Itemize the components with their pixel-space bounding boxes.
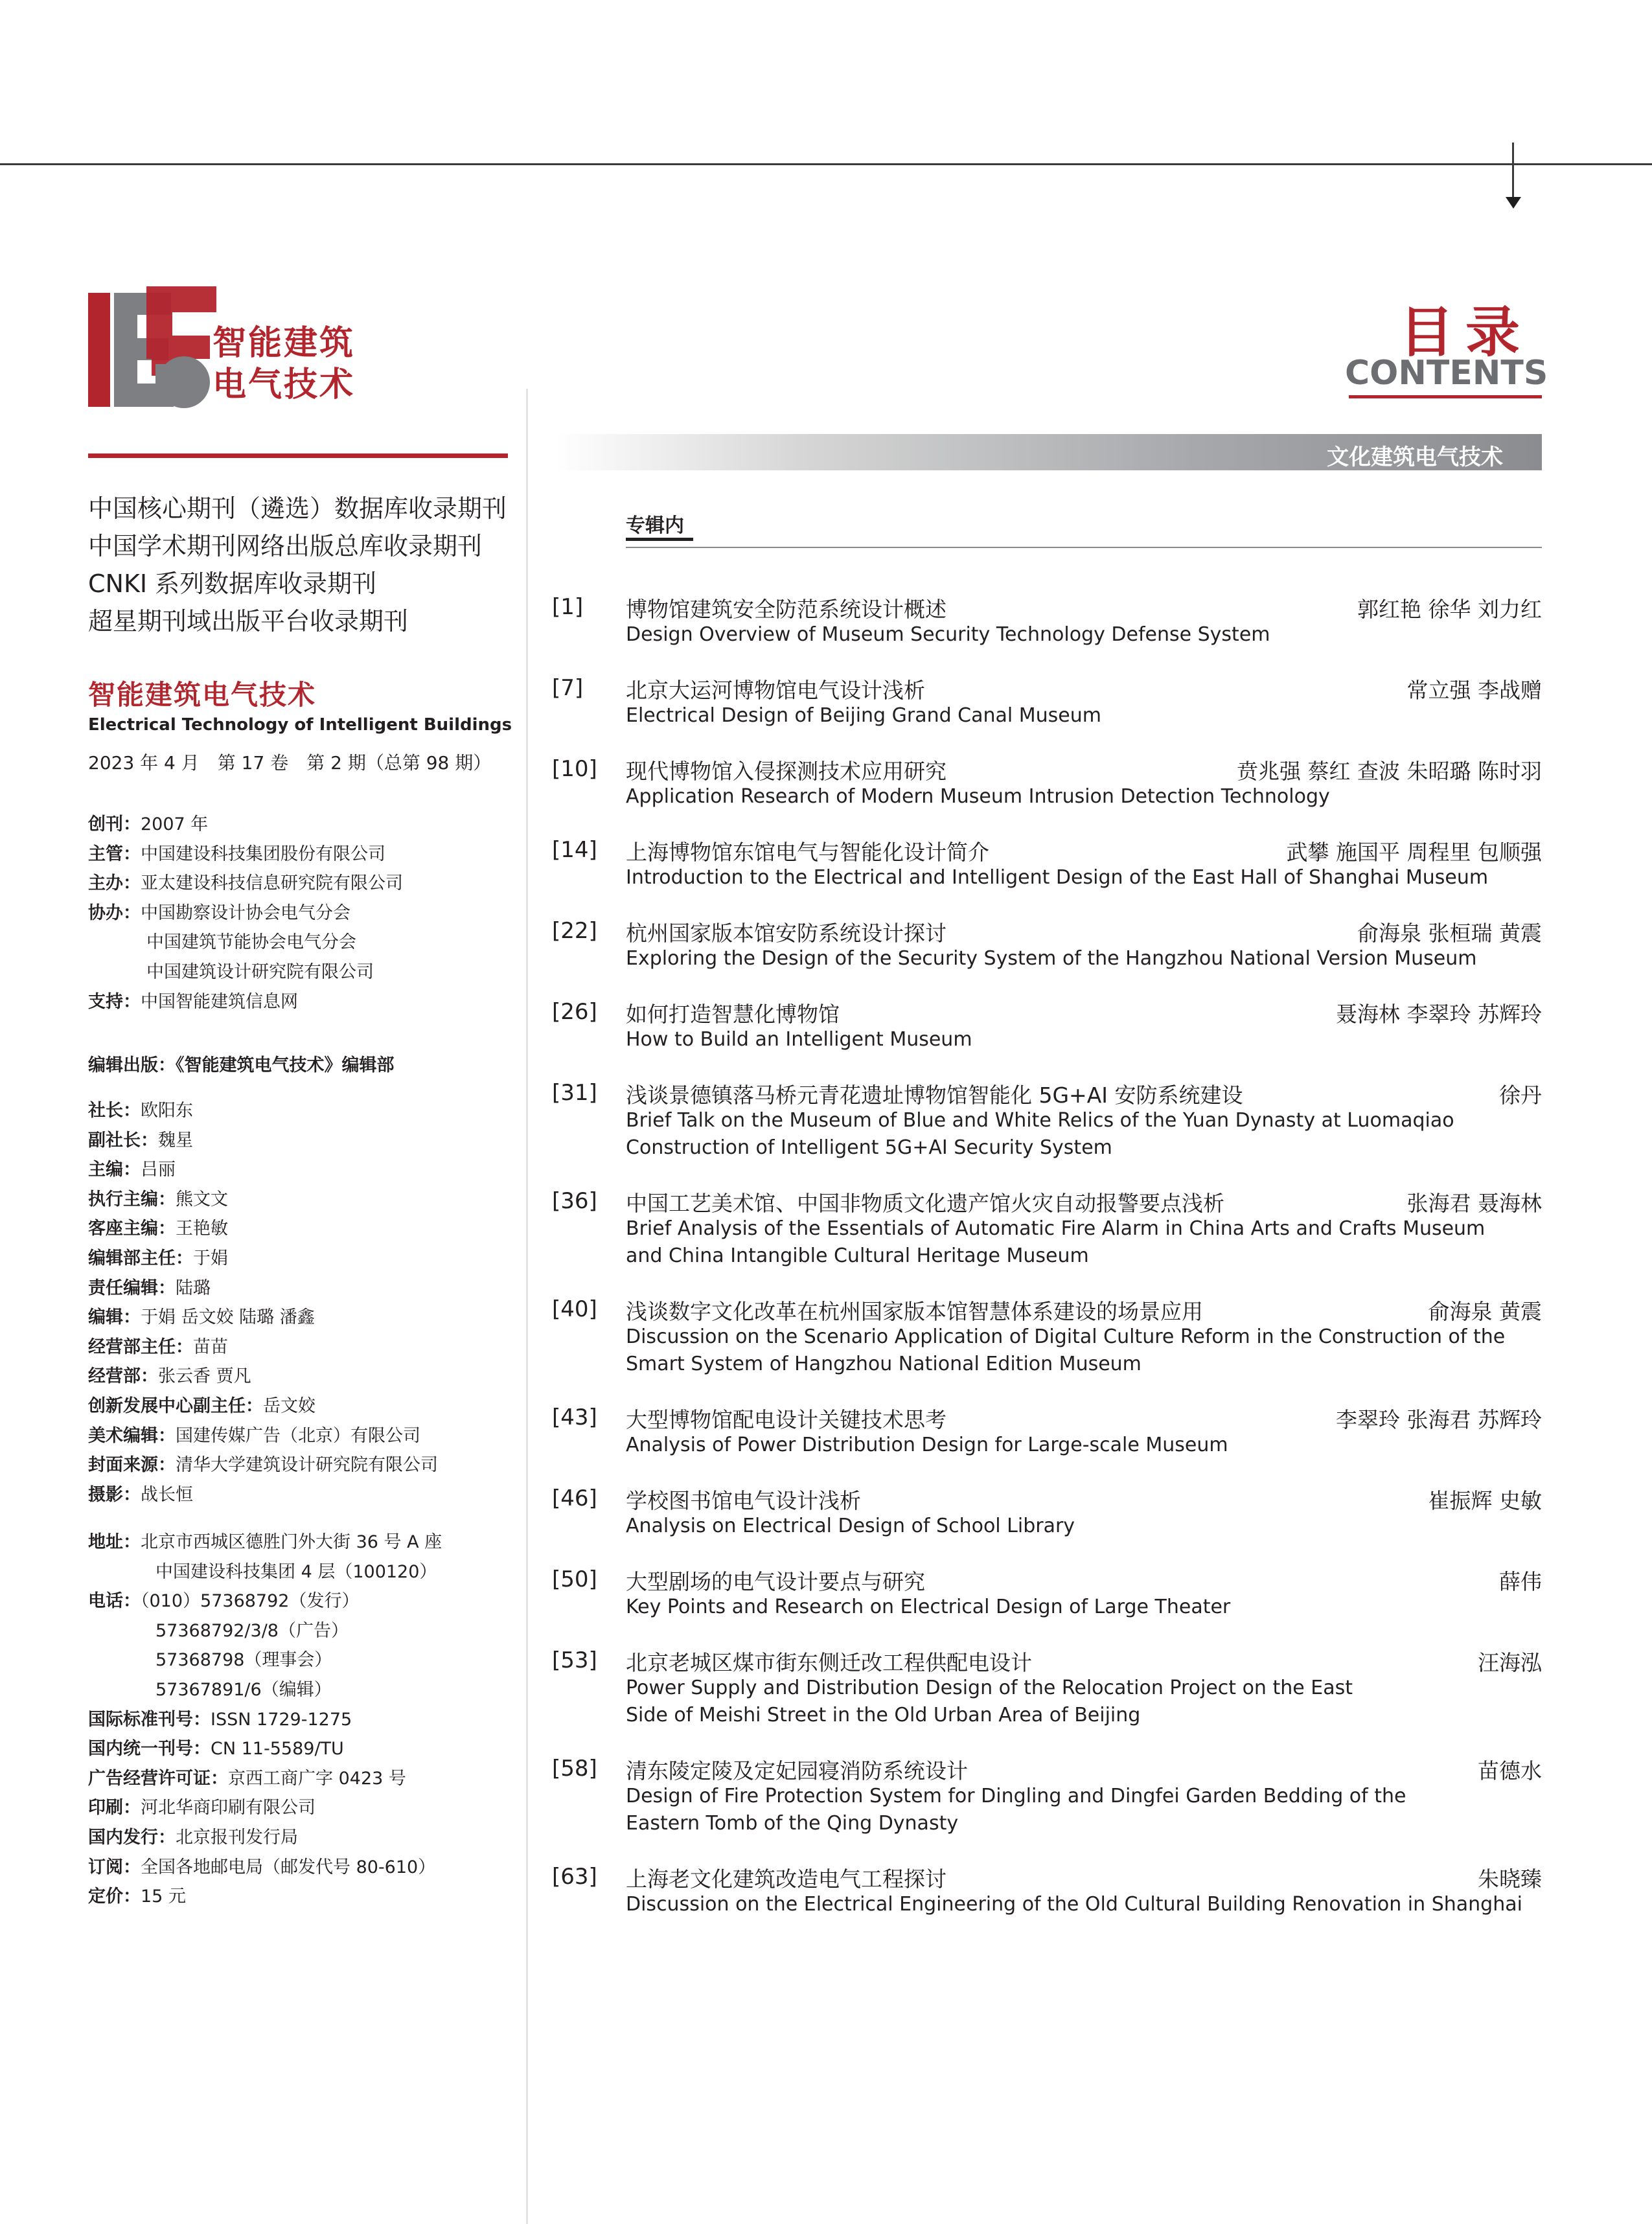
org-row: [88, 869, 403, 899]
staff-row-label: 经营部：: [88, 1366, 158, 1387]
toc-authors: 张海君 聂海林: [1406, 1191, 1542, 1216]
staff-row: [88, 1185, 438, 1215]
journal-name-cn: 智能建筑电气技术: [88, 679, 317, 711]
staff-row-label: 副社长：: [88, 1130, 158, 1151]
staff-row: [88, 1450, 438, 1480]
staff-row-label: 客座主编：: [88, 1219, 176, 1239]
org-row: [88, 928, 403, 957]
org-row-value: 中国建筑设计研究院有限公司: [146, 961, 374, 982]
indexing-item: 超星期刊域出版平台收录期刊: [88, 607, 409, 636]
contact-row-value: 57367891/6（编辑）: [155, 1679, 332, 1700]
contact-row-label: 国内统一刊号：: [88, 1739, 211, 1760]
contact-row: [88, 1853, 442, 1883]
indexing-item: 中国核心期刊（遴选）数据库收录期刊: [88, 494, 507, 523]
contact-row-value: 57368798（理事会）: [155, 1650, 332, 1671]
staff-row: [88, 1126, 438, 1156]
contact-row-value: 中国建设科技集团 4 层（100120）: [155, 1561, 437, 1582]
contact-row-label: 定价：: [88, 1886, 141, 1907]
org-row: [88, 987, 403, 1017]
contact-row-label: 广告经营许可证：: [88, 1768, 228, 1789]
contact-row: [88, 1764, 442, 1794]
toc-title-en-line: How to Build an Intelligent Museum: [626, 1028, 972, 1051]
top-rule: [0, 163, 1652, 165]
staff-row-value: 魏星: [158, 1130, 193, 1151]
subsection-underline: [626, 538, 693, 541]
staff-row: [88, 1303, 438, 1333]
toc-page-number: [10]: [552, 756, 597, 782]
toc-title-en-line: Discussion on the Electrical Engineering of the Old Cultural Building Renovation in Shanghai: [626, 1893, 1522, 1916]
section-title: 文化建筑电气技术: [1327, 444, 1503, 470]
staff-row: [88, 1421, 438, 1451]
staff-row-value: 国建传媒广告（北京）有限公司: [176, 1425, 420, 1446]
toc-authors: 俞海泉 黄震: [1428, 1299, 1542, 1324]
contact-row-value: 15 元: [141, 1886, 186, 1907]
section-bar: [555, 434, 1542, 470]
toc-title-en-line: Eastern Tomb of the Qing Dynasty: [626, 1812, 959, 1835]
column-divider: [526, 389, 528, 2224]
toc-page-number: [43]: [552, 1404, 597, 1430]
toc-title-cn[interactable]: 大型博物馆配电设计关键技术思考: [626, 1407, 946, 1432]
contact-row-value: 北京市西城区德胜门外大街 36 号 A 座: [141, 1532, 442, 1552]
staff-row-label: 经营部主任：: [88, 1336, 193, 1357]
toc-title-en-line: Smart System of Hangzhou National Edition Museum: [626, 1353, 1141, 1375]
toc-title-en: [626, 1107, 1454, 1162]
staff-row-value: 吕丽: [141, 1160, 176, 1180]
toc-title-en: [626, 1432, 1228, 1459]
contact-row: [88, 1587, 442, 1616]
staff-row-label: 执行主编：: [88, 1189, 176, 1209]
staff-row-value: 熊文文: [176, 1189, 228, 1209]
editorial-label: 编辑出版：《智能建筑电气技术》编辑部: [88, 1055, 395, 1075]
toc-title-cn[interactable]: 上海老文化建筑改造电气工程探讨: [626, 1866, 946, 1892]
toc-title-cn[interactable]: 博物馆建筑安全防范系统设计概述: [626, 597, 946, 622]
journal-name-en: Electrical Technology of Intelligent Buildings: [88, 715, 512, 735]
contact-row: [88, 1675, 442, 1705]
toc-title-en-line: Brief Analysis of the Essentials of Automatic Fire Alarm in China Arts and Crafts Museum: [626, 1217, 1486, 1240]
staff-row-value: 清华大学建筑设计研究院有限公司: [176, 1455, 438, 1476]
staff-row-value: 王艳敏: [176, 1219, 228, 1239]
contact-row-value: （010）57368792（发行）: [141, 1591, 360, 1612]
staff-row-value: 陆璐: [176, 1278, 211, 1298]
toc-page-number: [40]: [552, 1296, 597, 1322]
contact-info: [88, 1528, 442, 1912]
org-row: [88, 840, 403, 869]
staff-row: [88, 1333, 438, 1362]
toc-authors: 徐丹: [1499, 1083, 1542, 1108]
org-row-value: 2007 年: [141, 814, 209, 834]
org-row: [88, 810, 403, 840]
toc-title-en-line: Design Overview of Museum Security Technology Defense System: [626, 623, 1270, 646]
toc-title-cn[interactable]: 学校图书馆电气设计浅析: [626, 1488, 861, 1513]
toc-title-cn[interactable]: 浅谈景德镇落马桥元青花遗址博物馆智能化 5G+AI 安防系统建设: [626, 1083, 1243, 1108]
staff-info: [88, 1096, 438, 1509]
toc-authors: 聂海林 李翠玲 苏辉玲: [1336, 1002, 1542, 1027]
toc-page-number: [50]: [552, 1566, 597, 1592]
staff-row: [88, 1214, 438, 1244]
toc-authors: 朱晓臻: [1478, 1866, 1542, 1892]
contact-row-value: 河北华商印刷有限公司: [141, 1798, 315, 1818]
staff-row-label: 编辑部主任：: [88, 1248, 193, 1268]
toc-title-en-line: Side of Meishi Street in the Old Urban Area of Beijing: [626, 1704, 1141, 1726]
toc-authors: 俞海泉 张桓瑞 黄震: [1357, 921, 1542, 946]
staff-row: [88, 1155, 438, 1185]
toc-authors: 郭红艳 徐华 刘力红: [1357, 597, 1542, 622]
org-row-label: 创刊：: [88, 814, 141, 834]
toc-title-cn[interactable]: 北京老城区煤市街东侧迁改工程供配电设计: [626, 1650, 1032, 1675]
staff-row-label: 编辑：: [88, 1307, 141, 1328]
toc-page-number: [53]: [552, 1647, 597, 1673]
logo-text-line1: 智能建筑: [212, 324, 356, 363]
toc-title-en-line: Introduction to the Electrical and Intelligent Design of the East Hall of Shanghai Museum: [626, 866, 1489, 889]
staff-row-value: 于娟 岳文姣 陆璐 潘鑫: [141, 1307, 315, 1328]
contact-row-value: 全国各地邮电局（邮发代号 80-610）: [141, 1857, 436, 1877]
staff-row-label: 美术编辑：: [88, 1425, 176, 1446]
org-row-value: 中国智能建筑信息网: [141, 991, 298, 1012]
toc-authors: 武攀 施国平 周程里 包顺强: [1286, 840, 1542, 865]
logo-text: [212, 323, 381, 406]
contact-row-value: 京西工商广字 0423 号: [228, 1768, 406, 1789]
subsection-rule: [626, 547, 1542, 548]
toc-title-en: [626, 1026, 972, 1053]
staff-row-label: 摄影：: [88, 1484, 141, 1505]
org-row-value: 中国建筑节能协会电气分会: [146, 932, 356, 953]
subsection-title: 专辑内: [626, 514, 684, 537]
toc-title-cn[interactable]: 浅谈数字文化改革在杭州国家版本馆智慧体系建设的场景应用: [626, 1299, 1203, 1324]
toc-title-en-line: Key Points and Research on Electrical Design of Large Theater: [626, 1596, 1231, 1618]
staff-row: [88, 1274, 438, 1303]
toc-title-en: [626, 1513, 1075, 1540]
trim-arrow-icon: [1506, 197, 1521, 209]
page-title-en: CONTENTS: [1345, 354, 1548, 393]
editorial-publisher: [88, 1051, 395, 1081]
toc-title-en-line: Construction of Intelligent 5G+AI Security System: [626, 1136, 1112, 1159]
contact-row-value: 北京报刊发行局: [176, 1827, 298, 1848]
staff-row-label: 封面来源：: [88, 1455, 176, 1476]
logo-text-line2: 电气技术: [212, 365, 356, 404]
toc-title-en: [626, 1783, 1406, 1837]
toc-authors: 崔振辉 史敏: [1428, 1488, 1542, 1513]
staff-row: [88, 1096, 438, 1126]
contact-row-label: 印刷：: [88, 1798, 141, 1818]
staff-row-value: 战长恒: [141, 1484, 193, 1505]
org-row-label: 主管：: [88, 843, 141, 864]
toc-title-en: [626, 1324, 1505, 1378]
toc-title-cn[interactable]: 中国工艺美术馆、中国非物质文化遗产馆火灾自动报警要点浅析: [626, 1191, 1224, 1216]
staff-row: [88, 1480, 438, 1510]
toc-page-number: [22]: [552, 918, 597, 944]
toc-title-en-line: Electrical Design of Beijing Grand Canal Museum: [626, 704, 1102, 727]
trim-mark: [1512, 143, 1514, 198]
toc-authors: 苗德水: [1478, 1758, 1542, 1783]
org-row-value: 亚太建设科技信息研究院有限公司: [141, 873, 403, 894]
contact-row: [88, 1793, 442, 1823]
staff-row: [88, 1362, 438, 1392]
contact-row: [88, 1645, 442, 1675]
staff-row-value: 苗苗: [193, 1336, 228, 1357]
journal-issue: 2023 年 4 月 第 17 卷 第 2 期（总第 98 期）: [88, 752, 492, 774]
left-red-rule: [88, 453, 508, 458]
toc-title-en-line: Analysis of Power Distribution Design for Large-scale Museum: [626, 1434, 1228, 1456]
contact-row-label: 电话：: [88, 1591, 141, 1612]
toc-page-number: [7]: [552, 675, 584, 701]
journal-logo: [87, 286, 223, 416]
contact-row: [88, 1823, 442, 1853]
staff-row-label: 主编：: [88, 1160, 141, 1180]
contact-row: [88, 1528, 442, 1557]
toc-title-cn[interactable]: 杭州国家版本馆安防系统设计探讨: [626, 921, 946, 946]
toc-authors: 薛伟: [1499, 1569, 1542, 1594]
contact-row-value: CN 11-5589/TU: [211, 1739, 344, 1760]
toc-page-number: [46]: [552, 1485, 597, 1511]
contact-row: [88, 1734, 442, 1764]
toc-page-number: [63]: [552, 1864, 597, 1890]
contact-row-value: 57368792/3/8（广告）: [155, 1620, 349, 1641]
org-row-value: 中国建设科技集团股份有限公司: [141, 843, 385, 864]
contact-row-label: 国内发行：: [88, 1827, 176, 1848]
org-row: [88, 899, 403, 928]
toc-authors: 汪海泓: [1478, 1650, 1542, 1675]
staff-row-value: 张云香 贾凡: [158, 1366, 251, 1387]
toc-title-en-line: and China Intangible Cultural Heritage Museum: [626, 1244, 1089, 1267]
staff-row-value: 欧阳东: [141, 1101, 193, 1121]
contact-row: [88, 1705, 442, 1735]
toc-title-cn[interactable]: 上海博物馆东馆电气与智能化设计简介: [626, 840, 989, 865]
toc-title-en: [626, 1675, 1353, 1729]
toc-authors: 李翠玲 张海君 苏辉玲: [1336, 1407, 1542, 1432]
org-row-label: 协办：: [88, 902, 141, 923]
toc-title-en: [626, 1891, 1522, 1918]
toc-title-en: [626, 1215, 1485, 1270]
org-row-value: 中国勘察设计协会电气分会: [141, 902, 350, 923]
staff-row: [88, 1392, 438, 1421]
toc-title-en-line: Discussion on the Scenario Application of Digital Culture Reform in the Construction of the: [626, 1325, 1506, 1348]
contact-row: [88, 1557, 442, 1587]
toc-page-number: [31]: [552, 1080, 597, 1106]
page-title-cn: 目录: [1399, 301, 1532, 364]
staff-row: [88, 1244, 438, 1274]
staff-row-label: 社长：: [88, 1101, 141, 1121]
indexing-item: 中国学术期刊网络出版总库收录期刊: [88, 532, 483, 560]
staff-row-label: 责任编辑：: [88, 1278, 176, 1298]
org-row-label: 主办：: [88, 873, 141, 894]
indexing-item: CNKI 系列数据库收录期刊: [88, 569, 377, 598]
toc-title-cn[interactable]: 北京大运河博物馆电气设计浅析: [626, 678, 925, 703]
indexing-list: [88, 490, 529, 640]
toc-page-number: [58]: [552, 1756, 597, 1782]
toc-title-en-line: Application Research of Modern Museum Intrusion Detection Technology: [626, 785, 1330, 808]
staff-row-value: 岳文姣: [263, 1395, 315, 1416]
contact-row: [88, 1616, 442, 1646]
toc-title-en: [626, 1594, 1230, 1621]
org-row: [88, 957, 403, 987]
toc-title-cn[interactable]: 大型剧场的电气设计要点与研究: [626, 1569, 925, 1594]
contact-row-value: ISSN 1729-1275: [211, 1709, 352, 1730]
contact-row-label: 国际标准刊号：: [88, 1709, 211, 1730]
toc-title-en-line: Design of Fire Protection System for Dingling and Dingfei Garden Bedding of the: [626, 1785, 1406, 1807]
staff-row-value: 于娟: [193, 1248, 228, 1268]
contact-row-label: 地址：: [88, 1532, 141, 1552]
toc-page-number: [14]: [552, 837, 597, 863]
toc-title-en: [626, 702, 1101, 729]
toc-title-en: [626, 864, 1488, 891]
toc-page-number: [26]: [552, 999, 597, 1025]
toc-title-en-line: Brief Talk on the Museum of Blue and White Relics of the Yuan Dynasty at Luomaqiao: [626, 1109, 1454, 1132]
toc-page-number: [1]: [552, 594, 584, 620]
toc-title-cn[interactable]: 清东陵定陵及定妃园寝消防系统设计: [626, 1758, 968, 1783]
toc-title-en: [626, 945, 1476, 972]
toc-title-en-line: Power Supply and Distribution Design of the Relocation Project on the East: [626, 1677, 1353, 1699]
toc-title-en-line: Analysis on Electrical Design of School Library: [626, 1515, 1075, 1537]
toc-authors: 常立强 李战赠: [1406, 678, 1542, 703]
staff-row-label: 创新发展中心副主任：: [88, 1395, 263, 1416]
organization-info: [88, 810, 403, 1016]
toc-title-en-line: Exploring the Design of the Security System of the Hangzhou National Version Museum: [626, 947, 1477, 970]
toc-title-en: [626, 783, 1330, 810]
title-red-rule: [1349, 395, 1542, 398]
contact-row-label: 订阅：: [88, 1857, 141, 1877]
contact-row: [88, 1882, 442, 1912]
toc-page-number: [36]: [552, 1188, 597, 1214]
toc-authors: 贲兆强 蔡红 查波 朱昭璐 陈时羽: [1237, 759, 1542, 784]
toc-title-cn[interactable]: 如何打造智慧化博物馆: [626, 1002, 840, 1027]
toc-title-en: [626, 621, 1270, 648]
toc-title-cn[interactable]: 现代博物馆入侵探测技术应用研究: [626, 759, 946, 784]
org-row-label: 支持：: [88, 991, 141, 1012]
